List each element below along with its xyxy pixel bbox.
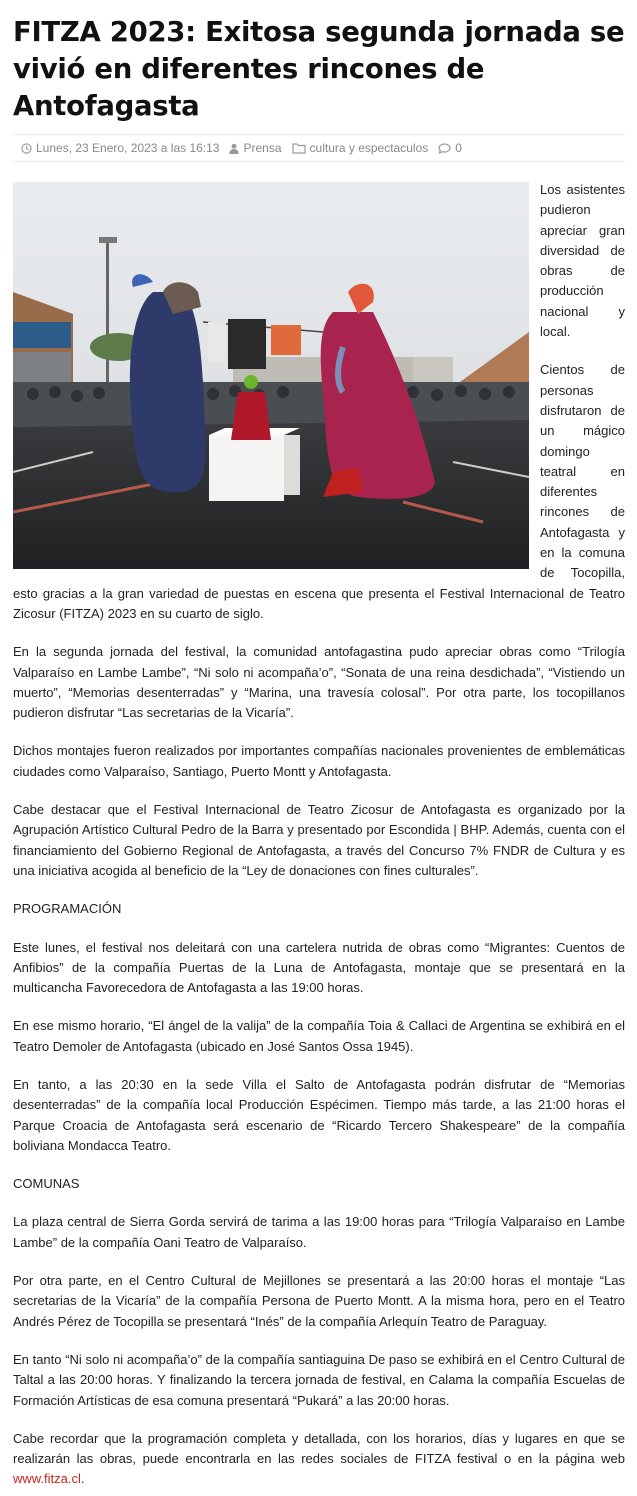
meta-comments[interactable] (438, 141, 462, 155)
paragraph: En tanto “Ni solo ni acompaña’o” de la compañía santiaguina De paso se exhibirá en el Centro Cultural de Taltal a las 20:00 horas. Y finalizando la tercera jornada de festival, en Calama la compañía Escuelas de Formación Artísticas de esa comuna presentará “Pukará” a las 20:00 horas. (13, 1351, 625, 1408)
theatre-performance-photo (13, 182, 529, 569)
article-photo (13, 182, 529, 569)
closing-paragraph (13, 1429, 625, 1490)
paragraph: La plaza central de Sierra Gorda servirá de tarima a las 19:00 horas para “Trilogía Valparaíso en Lambe Lambe” de la compañía Oani Teatro de Valparaíso. (13, 1214, 625, 1250)
section-heading-programacion: PROGRAMACIÓN (13, 901, 122, 917)
meta-author-text: Prensa (243, 141, 282, 155)
article-title: FITZA 2023: Exitosa segunda jornada se vivió en diferentes rincones de Antofagasta (13, 16, 625, 122)
meta-category[interactable] (292, 141, 429, 155)
article-meta (13, 134, 625, 162)
meta-author[interactable] (229, 141, 281, 155)
meta-date-text: Lunes, 23 Enero, 2023 a las 16:13 (36, 141, 220, 155)
article-body (13, 162, 625, 1490)
comment-icon (438, 143, 451, 154)
clock-icon (21, 143, 32, 154)
meta-date (21, 141, 219, 155)
paragraph: Cabe destacar que el Festival Internacional de Teatro Zicosur de Antofagasta es organizado por la Agrupación Artístico Cultural Pedro de la Barra y presentado por Escondida | BHP. Además, cuenta con el financiamiento del Gobierno Regional de Antofagasta, a través del Concurso 7% FNDR de Cultura y es una iniciativa acogida al beneficio de la “Ley de donaciones con fines culturales”. (13, 802, 625, 878)
article (13, 0, 625, 1490)
folder-icon (292, 143, 306, 154)
meta-comments-count: 0 (455, 141, 462, 155)
paragraph: Este lunes, el festival nos deleitará con una cartelera nutrida de obras como “Migrantes: Cuentos de Anfibios” de la compañía Puertas de la Luna de Antofagasta, montaje que se presentará en la multicancha Favorecedora de Antofagasta a las 19:00 horas. (13, 939, 625, 996)
fitza-website-link[interactable]: www.fitza.cl (13, 1471, 81, 1487)
closing-end: . (80, 1471, 85, 1487)
paragraph: En ese mismo horario, “El ángel de la valija” de la compañía Toia & Callaci de Argentina se exhibirá en el Teatro Demoler de Antofagasta (ubicado en José Santos Ossa 1945). (13, 1018, 625, 1054)
paragraph: Por otra parte, en el Centro Cultural de Mejillones se presentará a las 20:00 horas el montaje “Las secretarias de la Vicaría” de la compañía Persona de Puerto Montt. A la misma hora, pero en el Teatro Andrés Pérez de Tocopilla se presentará “Inés” de la compañía Arlequín Teatro de Paraguay. (13, 1273, 625, 1329)
paragraph: Dichos montajes fueron realizados por importantes compañías nacionales provenientes de emblemáticas ciudades como Valparaíso, Santiago, Puerto Montt y Antofagasta. (13, 743, 625, 779)
paragraph: Los asistentes pudieron apreciar gran diversidad de obras de producción nacional y local. (540, 182, 625, 340)
meta-category-text: cultura y espectaculos (309, 141, 429, 155)
paragraph: Cientos de personas disfrutaron de un mágico domingo teatral en diferentes rincones de Antofagasta y en la comuna de Tocopilla, esto gracias a la gran variedad de puestas en escena que presenta el Festival Internacional de Teatro Zicosur (FITZA) 2023 en su cuarto de siglo. (13, 362, 625, 621)
section-heading-comunas: COMUNAS (13, 1176, 80, 1192)
closing-text: Cabe recordar que la programación completa y detallada, con los horarios, días y lugares en que se realizarán las obras, puede encontrarla en las redes sociales de FITZA festival o en la página web (13, 1430, 625, 1467)
paragraph: En la segunda jornada del festival, la comunidad antofagastina pudo apreciar obras como “Trilogía Valparaíso en Lambe Lambe”, “Ni solo ni acompaña’o”, “Sonata de una reina desdichada”, “Vistiendo un muerto”, “Memorias desenterradas” y “Marina, una travesía colosal”. Por otra parte, los tocopillanos pudieron disfrutar “Las secretarias de la Vicaría”. (13, 644, 625, 721)
paragraph: En tanto, a las 20:30 en la sede Villa el Salto de Antofagasta podrán disfrutar de “Memorias desenterradas” de la compañía local Producción Espécimen. Tiempo más tarde, a las 21:00 horas el Parque Croacia de Antofagasta será escenario de “Ricardo Tercero Shakespeare” de la compañía boliviana Mondacca Teatro. (13, 1076, 625, 1153)
user-icon (229, 143, 239, 154)
